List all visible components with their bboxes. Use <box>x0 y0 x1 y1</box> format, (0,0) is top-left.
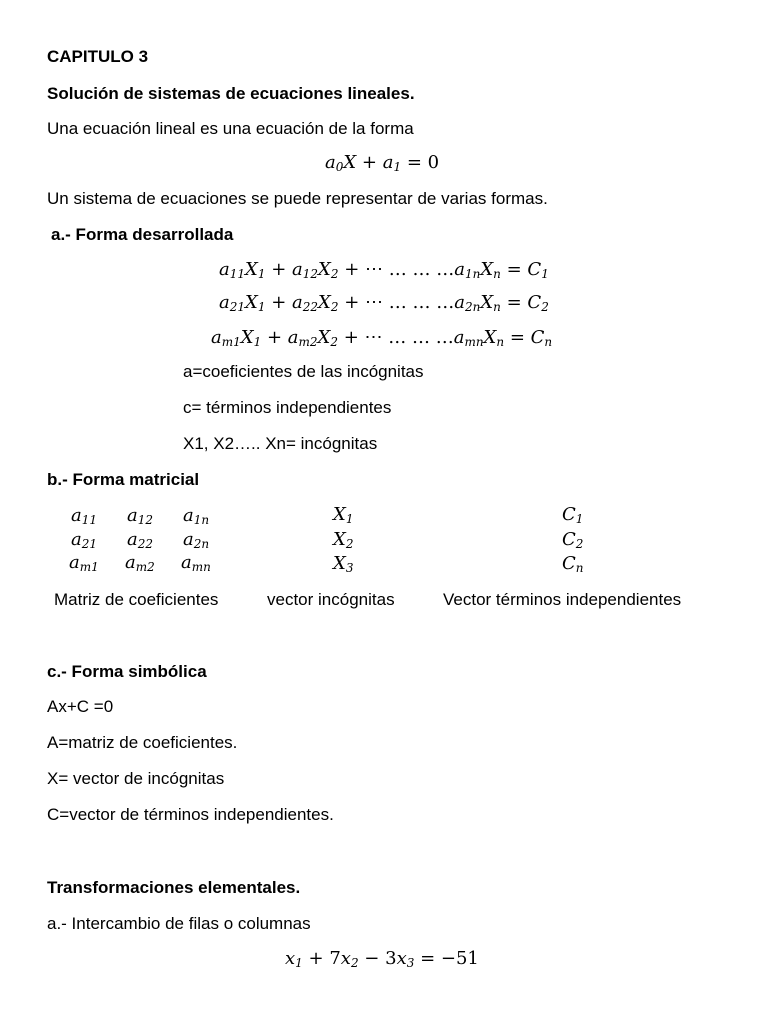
expanded-equation-row-m: $a_{m1}X_1 + a_{m2}X_2$ + ⋯ … … $\dots a_{mn}X_n = C_n$ <box>211 327 553 349</box>
terms-vector-c1: $C_1$ <box>562 504 584 526</box>
intro-text: Una ecuación lineal es una ecuación de la forma <box>47 119 414 138</box>
section-a-title: a.- Forma desarrollada <box>51 225 234 244</box>
linear-equation-formula: $a_0X + a_1 = 0$ <box>325 152 440 174</box>
unknown-vector-x1: $X_1$ <box>333 504 354 526</box>
section-title: Solución de sistemas de ecuaciones lineales. <box>47 84 415 103</box>
vector-definition: X= vector de incógnitas <box>47 769 225 788</box>
vector-label: vector incógnitas <box>267 590 395 609</box>
symbolic-equation: Ax+C =0 <box>47 697 114 716</box>
unknowns-definition: X1, X2….. Xn= incógnitas <box>183 434 378 453</box>
terms-vector-cn: $C_n$ <box>562 553 584 575</box>
matrix-row-1: $a_{11}$ $a_{12}$ $a_{1n}$ <box>71 505 210 527</box>
expanded-equation-row-1: $a_{11}X_1 + a_{12}X_2$ + ⋯ … … $\dots a_{1n}X_n = C_1$ <box>219 259 549 281</box>
expanded-equation-row-2: $a_{21}X_1 + a_{22}X_2$ + ⋯ … … $\dots a_{2n}X_n = C_2$ <box>219 292 549 314</box>
matrix-row-m: $a_{m1}$ $a_{m2}$ $a_{mn}$ <box>69 552 211 574</box>
coefficients-definition: a=coeficientes de las incógnitas <box>183 362 424 381</box>
terms-definition: c= términos independientes <box>183 398 392 417</box>
row-swap-item: a.- Intercambio de filas o columnas <box>47 914 311 933</box>
terms-vector-label: Vector términos independientes <box>443 590 682 609</box>
chapter-heading: CAPITULO 3 <box>47 47 149 66</box>
section-c-title: c.- Forma simbólica <box>47 662 207 681</box>
matrix-definition: A=matriz de coeficientes. <box>47 733 238 752</box>
transformations-title: Transformaciones elementales. <box>47 878 301 897</box>
independent-terms-definition: C=vector de términos independientes. <box>47 805 334 824</box>
unknown-vector-x3: $X_3$ <box>333 553 354 575</box>
section-b-title: b.- Forma matricial <box>47 470 200 489</box>
example-equation: $x_1 + 7x_2 - 3x_3 = -51$ <box>285 948 479 970</box>
matrix-row-2: $a_{21}$ $a_{22}$ $a_{2n}$ <box>71 529 210 551</box>
matrix-label: Matriz de coeficientes <box>54 590 219 609</box>
terms-vector-c2: $C_2$ <box>562 529 584 551</box>
unknown-vector-x2: $X_2$ <box>333 529 354 551</box>
representation-text: Un sistema de ecuaciones se puede representar de varias formas. <box>47 189 548 208</box>
